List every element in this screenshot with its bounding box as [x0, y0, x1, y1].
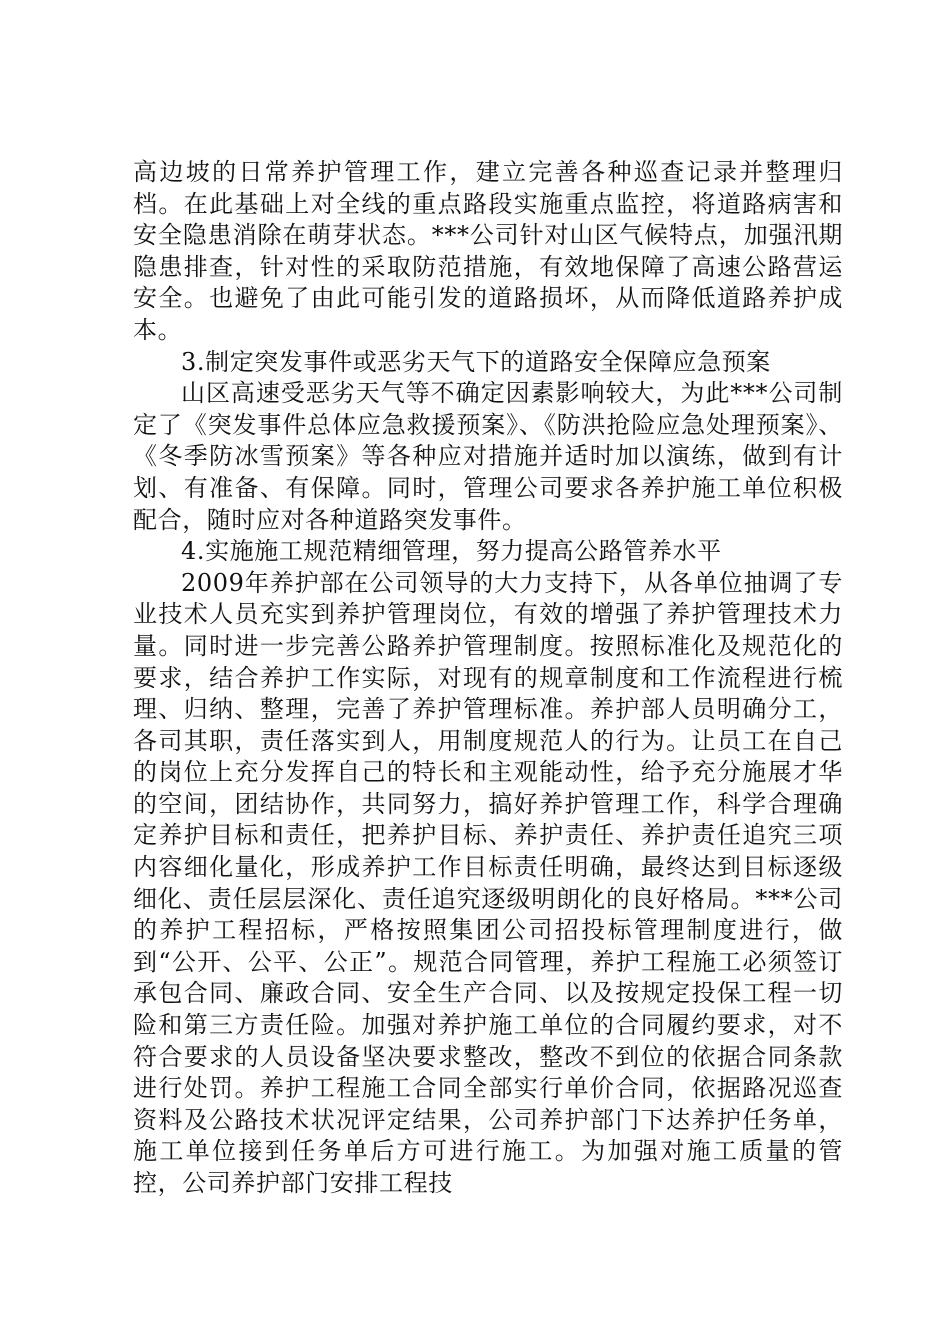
paragraph-continuation: 高边坡的日常养护管理工作，建立完善各种巡查记录并整理归档。在此基础上对全线的重点路段实施重点监控，将道路病害和安全隐患消除在萌芽状态。***公司针对山区气候特点，加强汛期隐患排查，针对性的采取防范措施，有效地保障了高速公路营运安全。也避免了由此可能引发的道路损坏，从而降低道路养护成本。 [133, 158, 843, 344]
section-heading-4: 4.实施施工规范精细管理，努力提高公路管养水平 [181, 537, 722, 566]
section-heading-3: 3.制定突发事件或恶劣天气下的道路安全保障应急预案 [181, 347, 771, 376]
document-body [133, 157, 843, 1200]
paragraph-emergency-plan: 山区高速受恶劣天气等不确定因素影响较大，为此***公司制定了《突发事件总体应急救援预案》、《防洪抢险应急处理预案》、《冬季防冰雪预案》等各种应对措施并适时加以演练，做到有计划、有准备、有保障。同时，管理公司要求各养护施工单位积极配合，随时应对各种道路突发事件。 [133, 379, 843, 534]
paragraph-construction-management: 2009年养护部在公司领导的大力支持下，从各单位抽调了专业技术人员充实到养护管理岗位，有效的增强了养护管理技术力量。同时进一步完善公路养护管理制度。按照标准化及规范化的要求，结合养护工作实际，对现有的规章制度和工作流程进行梳理、归纳、整理，完善了养护管理标准。养护部人员明确分工，各司其职，责任落实到人，用制度规范人的行为。让员工在自己的岗位上充分发挥自己的特长和主观能动性，给予充分施展才华的空间，团结协作，共同努力，搞好养护管理工作，科学合理确定养护目标和责任，把养护目标、养护责任、养护责任追究三项内容细化量化，形成养护工作目标责任明确，最终达到目标逐级细化、责任层层深化、责任追究逐级明朗化的良好格局。***公司的养护工程招标，严格按照集团公司招投标管理制度进行，做到“公开、公平、公正”。规范合同管理，养护工程施工必须签订承包合同、廉政合同、安全生产合同、以及按规定投保工程一切险和第三方责任险。加强对养护施工单位的合同履约要求，对不符合要求的人员设备坚决要求整改，整改不到位的依据合同条款进行处罚。养护工程施工合同全部实行单价合同，依据路况巡查资料及公路技术状况评定结果，公司养护部门下达养护任务单，施工单位接到任务单后方可进行施工。为加强对施工质量的管控，公司养护部门安排工程技 [133, 568, 843, 1197]
